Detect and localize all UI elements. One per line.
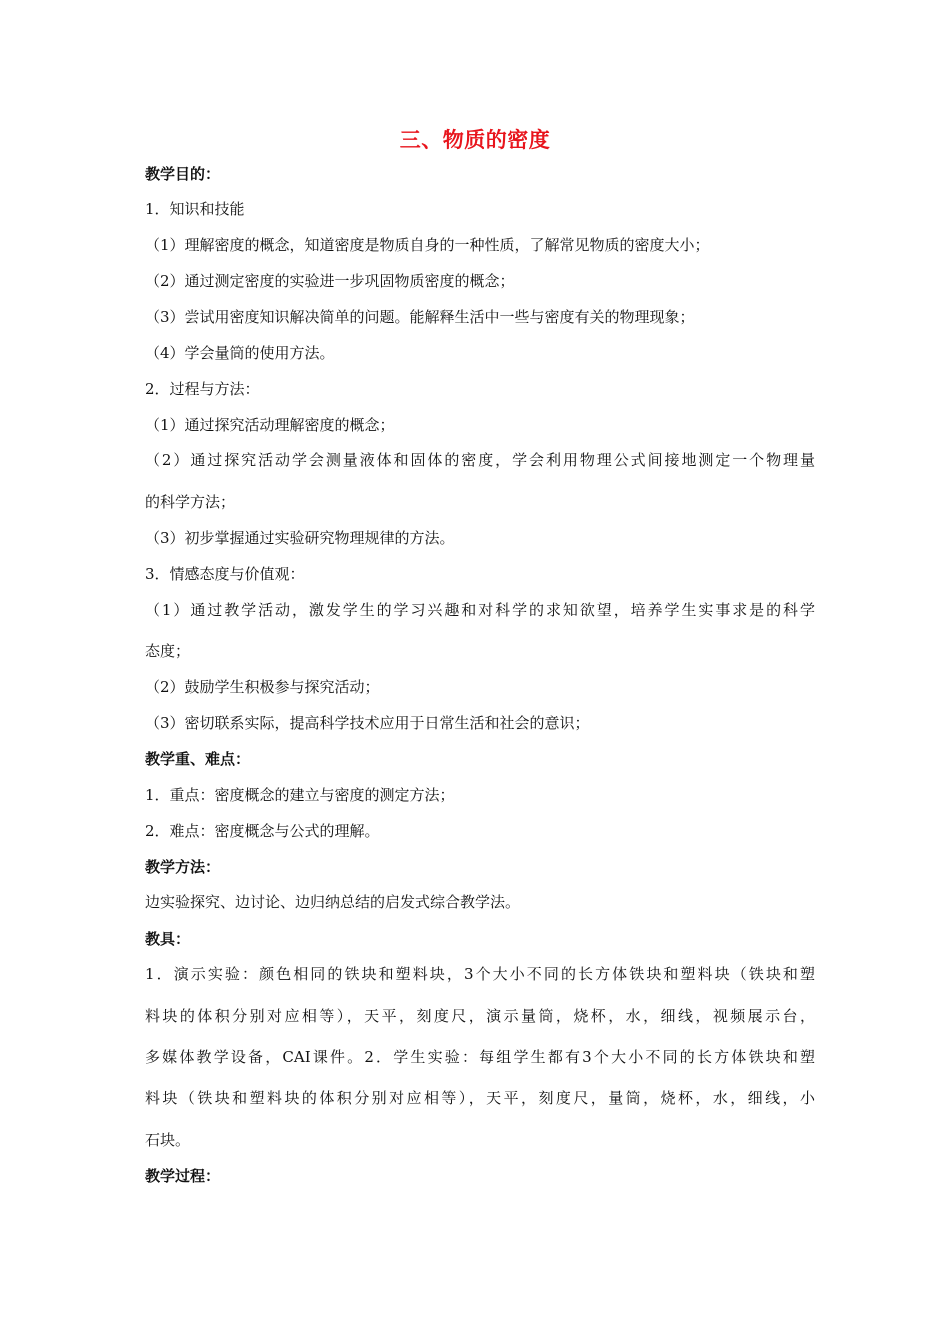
method-text: 边实验探究、边讨论、边归纳总结的启发式综合教学法。 [145,893,521,911]
emotion-item: （3）密切联系实际，提高科学技术应用于日常生活和社会的意识； [145,714,590,732]
tools-line: 多媒体教学设备，CAI课件。2．学生实验：每组学生都有3个大小不同的长方体铁块和塑 [145,1048,815,1066]
process-item-continued: 的科学方法； [145,493,236,511]
tools-line: 料块的体积分别对应相等），天平，刻度尺，演示量筒，烧杯，水，细线，视频展示台， [145,1007,815,1025]
key-point-item: 1．重点：密度概念的建立与密度的测定方法； [145,786,455,804]
objectives-heading: 教学目的： [145,165,221,183]
tools-line: 料块（铁块和塑料块的体积分别对应相等），天平，刻度尺，量筒，烧杯，水，细线，小 [145,1089,815,1107]
document-title: 三、物质的密度 [399,128,551,152]
key-points-heading: 教学重、难点： [145,750,251,768]
emotion-item: （2）鼓励学生积极参与探究活动； [145,678,380,696]
knowledge-item: （2）通过测定密度的实验进一步巩固物质密度的概念； [145,272,515,290]
process-section-heading: 教学过程： [145,1167,221,1185]
emotion-item-continued: 态度； [145,642,191,660]
method-heading: 教学方法： [145,858,221,876]
process-item: （1）通过探究活动理解密度的概念； [145,416,395,434]
knowledge-item: （1）理解密度的概念，知道密度是物质自身的一种性质，了解常见物质的密度大小； [145,236,710,254]
tools-line: 石块。 [145,1131,191,1149]
emotion-heading: 3．情感态度与价值观： [145,565,305,583]
knowledge-item: （3）尝试用密度知识解决简单的问题。能解释生活中一些与密度有关的物理现象； [145,308,695,326]
tools-line: 1．演示实验：颜色相同的铁块和塑料块，3个大小不同的长方体铁块和塑料块（铁块和塑 [145,965,815,983]
process-heading: 2．过程与方法： [145,380,260,398]
process-item: （3）初步掌握通过实验研究物理规律的方法。 [145,529,455,547]
knowledge-heading: 1．知识和技能 [145,200,245,218]
emotion-item: （1）通过教学活动，激发学生的学习兴趣和对科学的求知欲望，培养学生实事求是的科学 [145,601,815,619]
tools-heading: 教具： [145,930,191,948]
key-point-item: 2．难点：密度概念与公式的理解。 [145,822,380,840]
knowledge-item: （4）学会量筒的使用方法。 [145,344,335,362]
process-item: （2）通过探究活动学会测量液体和固体的密度，学会利用物理公式间接地测定一个物理量 [145,451,815,469]
